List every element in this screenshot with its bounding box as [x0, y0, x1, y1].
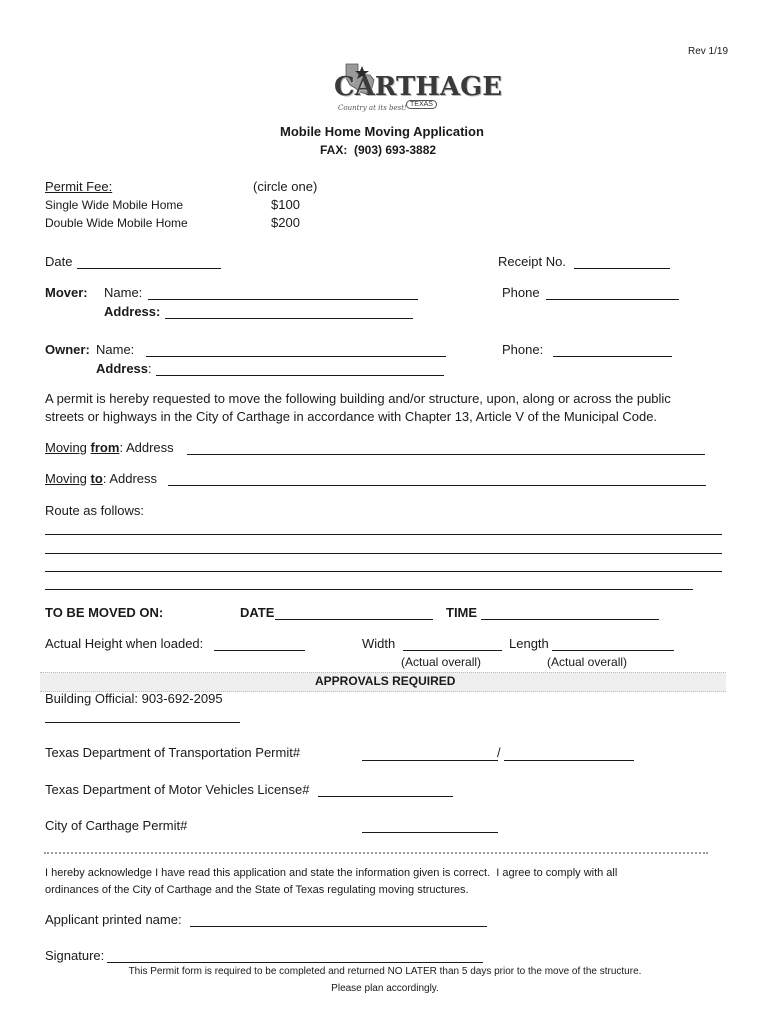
- fax-number: FAX: (903) 693-3882: [320, 143, 437, 157]
- height-field[interactable]: [214, 650, 305, 651]
- receipt-label: Receipt No.: [498, 254, 566, 269]
- acknowledge-line-1: I hereby acknowledge I have read this application and state the information given is correct. I agree to comply with all: [45, 867, 618, 879]
- date-label: Date: [45, 254, 73, 269]
- applicant-name-field[interactable]: [190, 926, 487, 927]
- city-permit-label: City of Carthage Permit#: [45, 818, 188, 833]
- mover-address-label: Address:: [104, 304, 161, 319]
- moving-to-label: Moving to: Address: [45, 471, 158, 486]
- receipt-field[interactable]: [574, 268, 670, 269]
- permit-fee-label: Permit Fee:: [45, 179, 113, 194]
- section-divider: [44, 852, 708, 854]
- date-field[interactable]: [77, 268, 221, 269]
- length-label: Length: [509, 636, 549, 651]
- moving-to-address-field[interactable]: [168, 485, 706, 486]
- owner-name-field[interactable]: [146, 356, 446, 357]
- logo-tagline: Country at its best!: [338, 104, 407, 112]
- logo-state: TEXAS: [406, 100, 437, 109]
- mover-name-field[interactable]: [148, 299, 418, 300]
- permit-request-line-2: streets or highways in the City of Carthage in accordance with Chapter 13, Article V of the Municipal Code.: [45, 409, 658, 424]
- width-label: Width: [362, 636, 396, 651]
- logo-wordmark: CARTHAGE: [334, 72, 503, 102]
- route-line-3[interactable]: [45, 571, 722, 572]
- move-time-label: TIME: [446, 605, 478, 620]
- txdot-permit-label: Texas Department of Transportation Permit#: [45, 745, 301, 760]
- mover-phone-label: Phone: [502, 285, 540, 300]
- permit-request-line-1: A permit is hereby requested to move the following building and/or structure, upon, along or across the public: [45, 391, 671, 406]
- mover-label: Mover:: [45, 285, 88, 300]
- txdmv-license-label: Texas Department of Motor Vehicles License#: [45, 782, 310, 797]
- owner-address-label: Address:: [96, 361, 152, 376]
- length-actual-overall-note: (Actual overall): [547, 655, 628, 669]
- owner-name-label: Name:: [96, 342, 135, 357]
- single-wide-price[interactable]: $100: [271, 197, 300, 212]
- moving-from-label: Moving from: Address: [45, 440, 174, 455]
- double-wide-price[interactable]: $200: [271, 215, 300, 230]
- owner-label: Owner:: [45, 342, 90, 357]
- route-line-1[interactable]: [45, 534, 722, 535]
- building-official-signature-field[interactable]: [45, 722, 240, 723]
- moving-from-address-field[interactable]: [187, 454, 705, 455]
- applicant-name-label: Applicant printed name:: [45, 912, 182, 927]
- building-official-label: Building Official: 903-692-2095: [45, 691, 223, 706]
- txdmv-license-field[interactable]: [318, 796, 453, 797]
- city-logo: [328, 58, 503, 120]
- signature-label: Signature:: [45, 948, 105, 963]
- length-field[interactable]: [552, 650, 674, 651]
- page-title: Mobile Home Moving Application: [280, 124, 484, 139]
- txdot-permit-field-2[interactable]: [504, 760, 634, 761]
- txdot-permit-slash: /: [497, 745, 501, 760]
- revision-label: Rev 1/19: [688, 46, 729, 57]
- width-field[interactable]: [403, 650, 502, 651]
- acknowledge-line-2: ordinances of the City of Carthage and the State of Texas regulating moving structures.: [45, 884, 469, 896]
- city-permit-field[interactable]: [362, 832, 498, 833]
- circle-one-note: (circle one): [253, 179, 318, 194]
- route-label: Route as follows:: [45, 503, 144, 518]
- move-time-field[interactable]: [481, 619, 659, 620]
- single-wide-label: Single Wide Mobile Home: [45, 198, 184, 212]
- route-line-2[interactable]: [45, 553, 722, 554]
- footer-notice-line-1: This Permit form is required to be completed and returned NO LATER than 5 days prior to the move of the structure.: [128, 966, 642, 977]
- txdot-permit-field-1[interactable]: [362, 760, 498, 761]
- footer-notice-line-2: Please plan accordingly.: [331, 983, 439, 994]
- approvals-heading: APPROVALS REQUIRED: [315, 674, 456, 688]
- mover-name-label: Name:: [104, 285, 143, 300]
- move-date-field[interactable]: [275, 619, 433, 620]
- double-wide-label: Double Wide Mobile Home: [45, 216, 188, 230]
- width-actual-overall-note: (Actual overall): [401, 655, 482, 669]
- move-date-label: DATE: [240, 605, 275, 620]
- signature-field[interactable]: [107, 962, 483, 963]
- owner-address-field[interactable]: [156, 375, 444, 376]
- owner-phone-field[interactable]: [553, 356, 672, 357]
- mover-address-field[interactable]: [165, 318, 413, 319]
- to-be-moved-on-label: TO BE MOVED ON:: [45, 605, 164, 620]
- owner-phone-label: Phone:: [502, 342, 544, 357]
- route-line-4[interactable]: [45, 589, 693, 590]
- mover-phone-field[interactable]: [546, 299, 679, 300]
- height-label: Actual Height when loaded:: [45, 636, 204, 651]
